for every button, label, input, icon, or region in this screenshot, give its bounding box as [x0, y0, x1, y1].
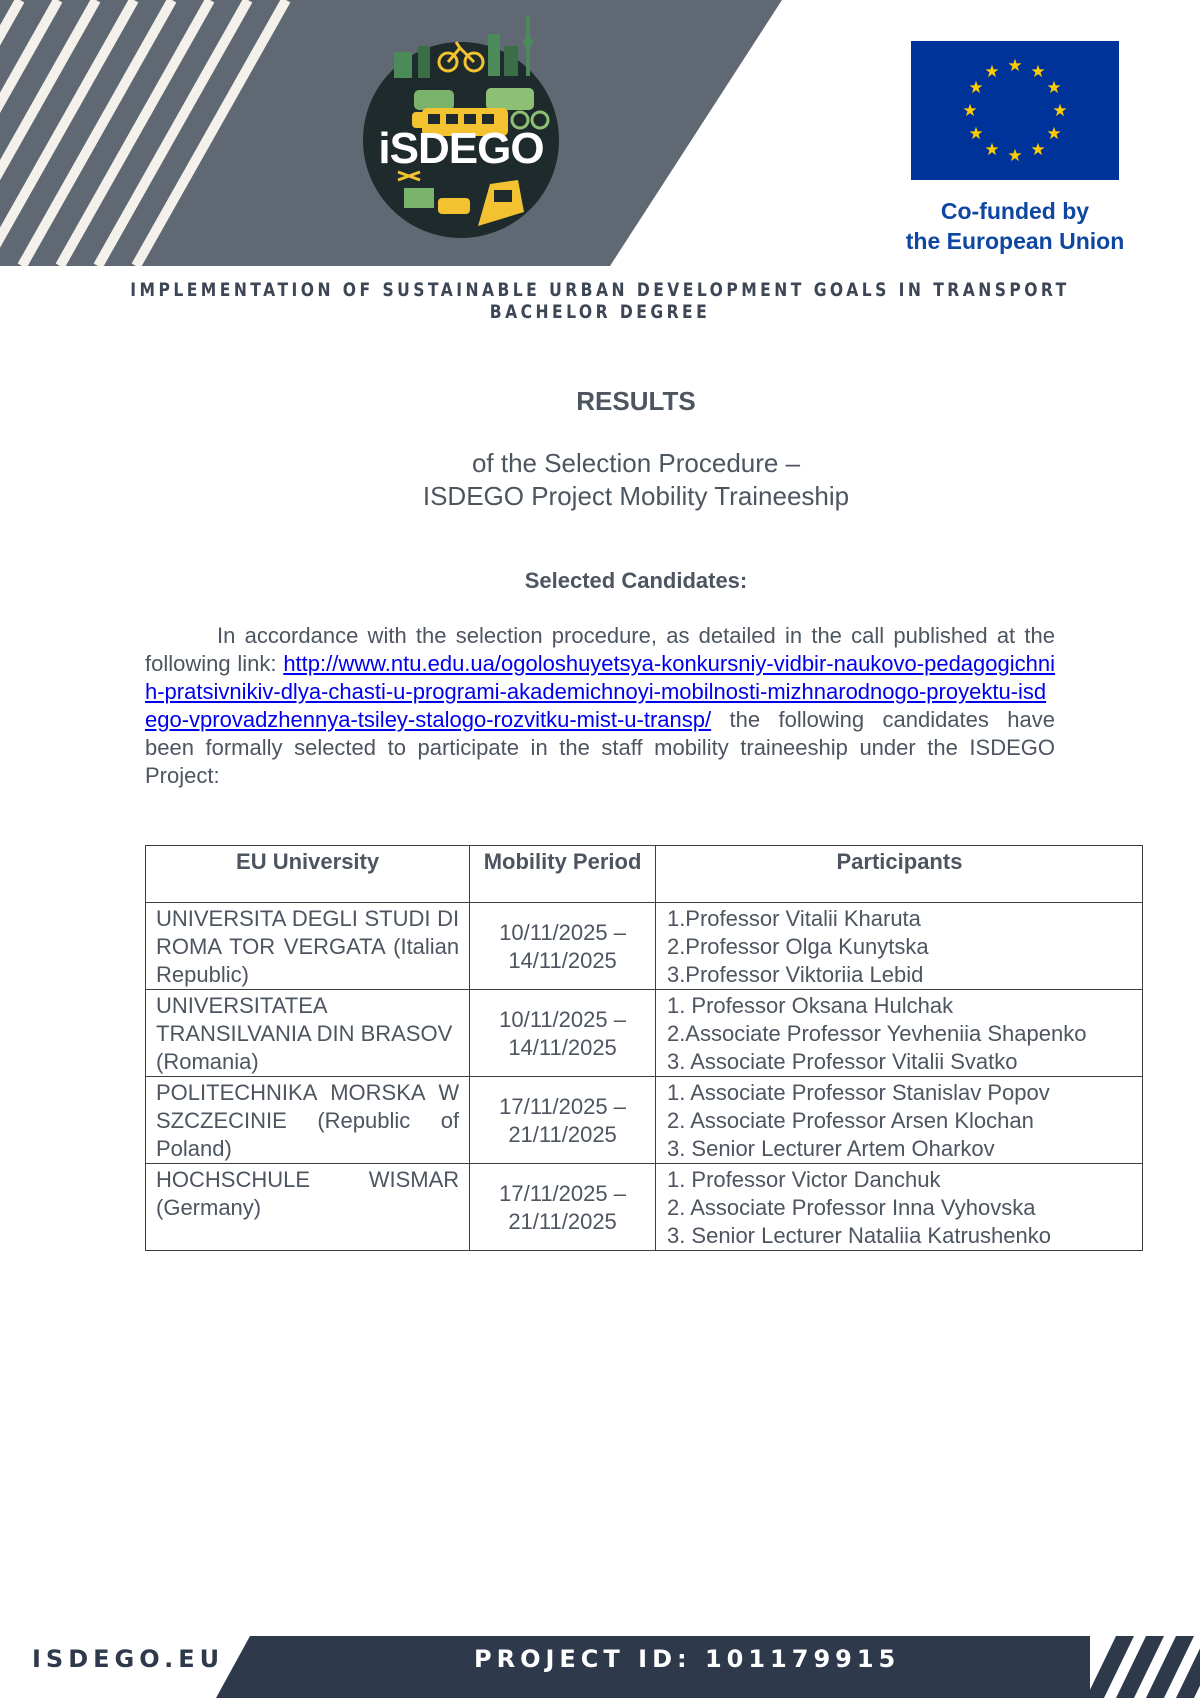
column-header-university: EU University	[146, 846, 470, 903]
svg-text:★: ★	[984, 140, 1000, 160]
participant-item: 1.Professor Vitalii Kharuta	[666, 906, 921, 931]
participant-item: 3.Professor Viktoriia Lebid	[666, 962, 924, 987]
intro-text-after: the following candidates have been formally selected to participate in the staff mobility traineeship under the ISDEGO Project:	[145, 707, 1055, 788]
participant-item: 3. Senior Lecturer Artem Oharkov	[666, 1136, 995, 1161]
eu-line-2: the European Union	[905, 228, 1125, 254]
table-row	[146, 1077, 1143, 1164]
university-cell: UNIVERSITA DEGLI STUDI DI ROMA TOR VERGATA (Italian Republic)	[146, 903, 470, 990]
eu-flag-icon	[911, 41, 1119, 180]
participant-item: 3. Senior Lecturer Nataliia Katrushenko	[666, 1223, 1051, 1248]
university-cell: HOCHSCHULE WISMAR (Germany)	[146, 1164, 470, 1251]
isdego-logo	[358, 12, 564, 242]
participant-item: 2.Associate Professor Yevheniia Shapenko	[666, 1021, 1087, 1046]
period-cell: 10/11/2025 – 14/11/2025	[470, 990, 656, 1077]
eu-cofunded-label	[880, 196, 1150, 256]
svg-text:★: ★	[968, 124, 984, 144]
table-header-row	[146, 846, 1143, 903]
svg-text:★: ★	[1030, 62, 1046, 82]
participant-item: 1. Professor Oksana Hulchak	[666, 993, 954, 1018]
call-link[interactable]: http://www.ntu.edu.ua/ogoloshuyetsya-konkursniy-vidbir-naukovo-pedagogichnih-pratsivnikiv-dlya-chasti-u-programi-akademichnoyi-mobilnosti-mizhnarodnogo-proyektu-isdego-vprovadzhennya-tsiley-stalogo-rozvitku-mist-u-transp/	[145, 651, 1055, 732]
svg-text:★: ★	[1052, 101, 1068, 121]
participants-cell	[655, 990, 1142, 1077]
table-row	[146, 990, 1143, 1077]
intro-text-before: In accordance with the selection procedure, as detailed in the call published at the following link:	[145, 623, 1055, 676]
participant-item: 1. Professor Victor Danchuk	[666, 1167, 941, 1192]
table-row	[146, 903, 1143, 990]
subtitle-line-1: of the Selection Procedure –	[471, 448, 801, 478]
participant-item: 2.Professor Olga Kunytska	[666, 934, 929, 959]
svg-text:★: ★	[962, 101, 978, 121]
selected-candidates-heading: Selected Candidates:	[524, 568, 748, 593]
svg-text:★: ★	[1046, 124, 1062, 144]
university-cell: UNIVERSITATEA TRANSILVANIA DIN BRASOV (Romania)	[146, 990, 470, 1077]
participant-item: 2. Associate Professor Arsen Klochan	[666, 1108, 1034, 1133]
participants-cell	[655, 903, 1142, 990]
subtitle-line-2: ISDEGO Project Mobility Traineeship	[422, 481, 850, 511]
svg-text:★: ★	[1030, 140, 1046, 160]
column-header-period: Mobility Period	[470, 846, 656, 903]
selected-candidates-table	[145, 845, 1143, 1251]
column-header-participants: Participants	[655, 846, 1142, 903]
svg-text:★: ★	[1007, 56, 1023, 76]
participant-item: 3. Associate Professor Vitalii Svatko	[666, 1049, 1018, 1074]
svg-text:★: ★	[984, 62, 1000, 82]
page-title: RESULTS	[576, 386, 696, 416]
footer-stripes-decoration	[1090, 1636, 1200, 1698]
header-stripes-decoration	[0, 0, 300, 266]
participant-item: 2. Associate Professor Inna Vyhovska	[666, 1195, 1036, 1220]
page-subtitle	[0, 447, 1200, 513]
footer-project-id: PROJECT ID: 101179915	[474, 1645, 901, 1673]
logo-wordmark: iSDEGO	[378, 124, 544, 173]
intro-paragraph	[145, 622, 1055, 790]
svg-text:★: ★	[968, 78, 984, 98]
footer-website: ISDEGO.EU	[32, 1645, 225, 1673]
period-cell: 17/11/2025 – 21/11/2025	[470, 1077, 656, 1164]
eu-line-1: Co-funded by	[940, 198, 1090, 224]
university-cell: POLITECHNIKA MORSKA W SZCZECINIE (Republic of Poland)	[146, 1077, 470, 1164]
participants-cell	[655, 1077, 1142, 1164]
project-tagline: IMPLEMENTATION OF SUSTAINABLE URBAN DEVELOPMENT GOALS IN TRANSPORT BACHELOR DEGREE	[130, 279, 1070, 323]
table-row	[146, 1164, 1143, 1251]
period-cell: 10/11/2025 – 14/11/2025	[470, 903, 656, 990]
period-cell: 17/11/2025 – 21/11/2025	[470, 1164, 656, 1251]
eu-stars	[911, 41, 1119, 180]
participants-cell	[655, 1164, 1142, 1251]
svg-text:★: ★	[1007, 146, 1023, 166]
participant-item: 1. Associate Professor Stanislav Popov	[666, 1080, 1050, 1105]
svg-text:★: ★	[1046, 78, 1062, 98]
